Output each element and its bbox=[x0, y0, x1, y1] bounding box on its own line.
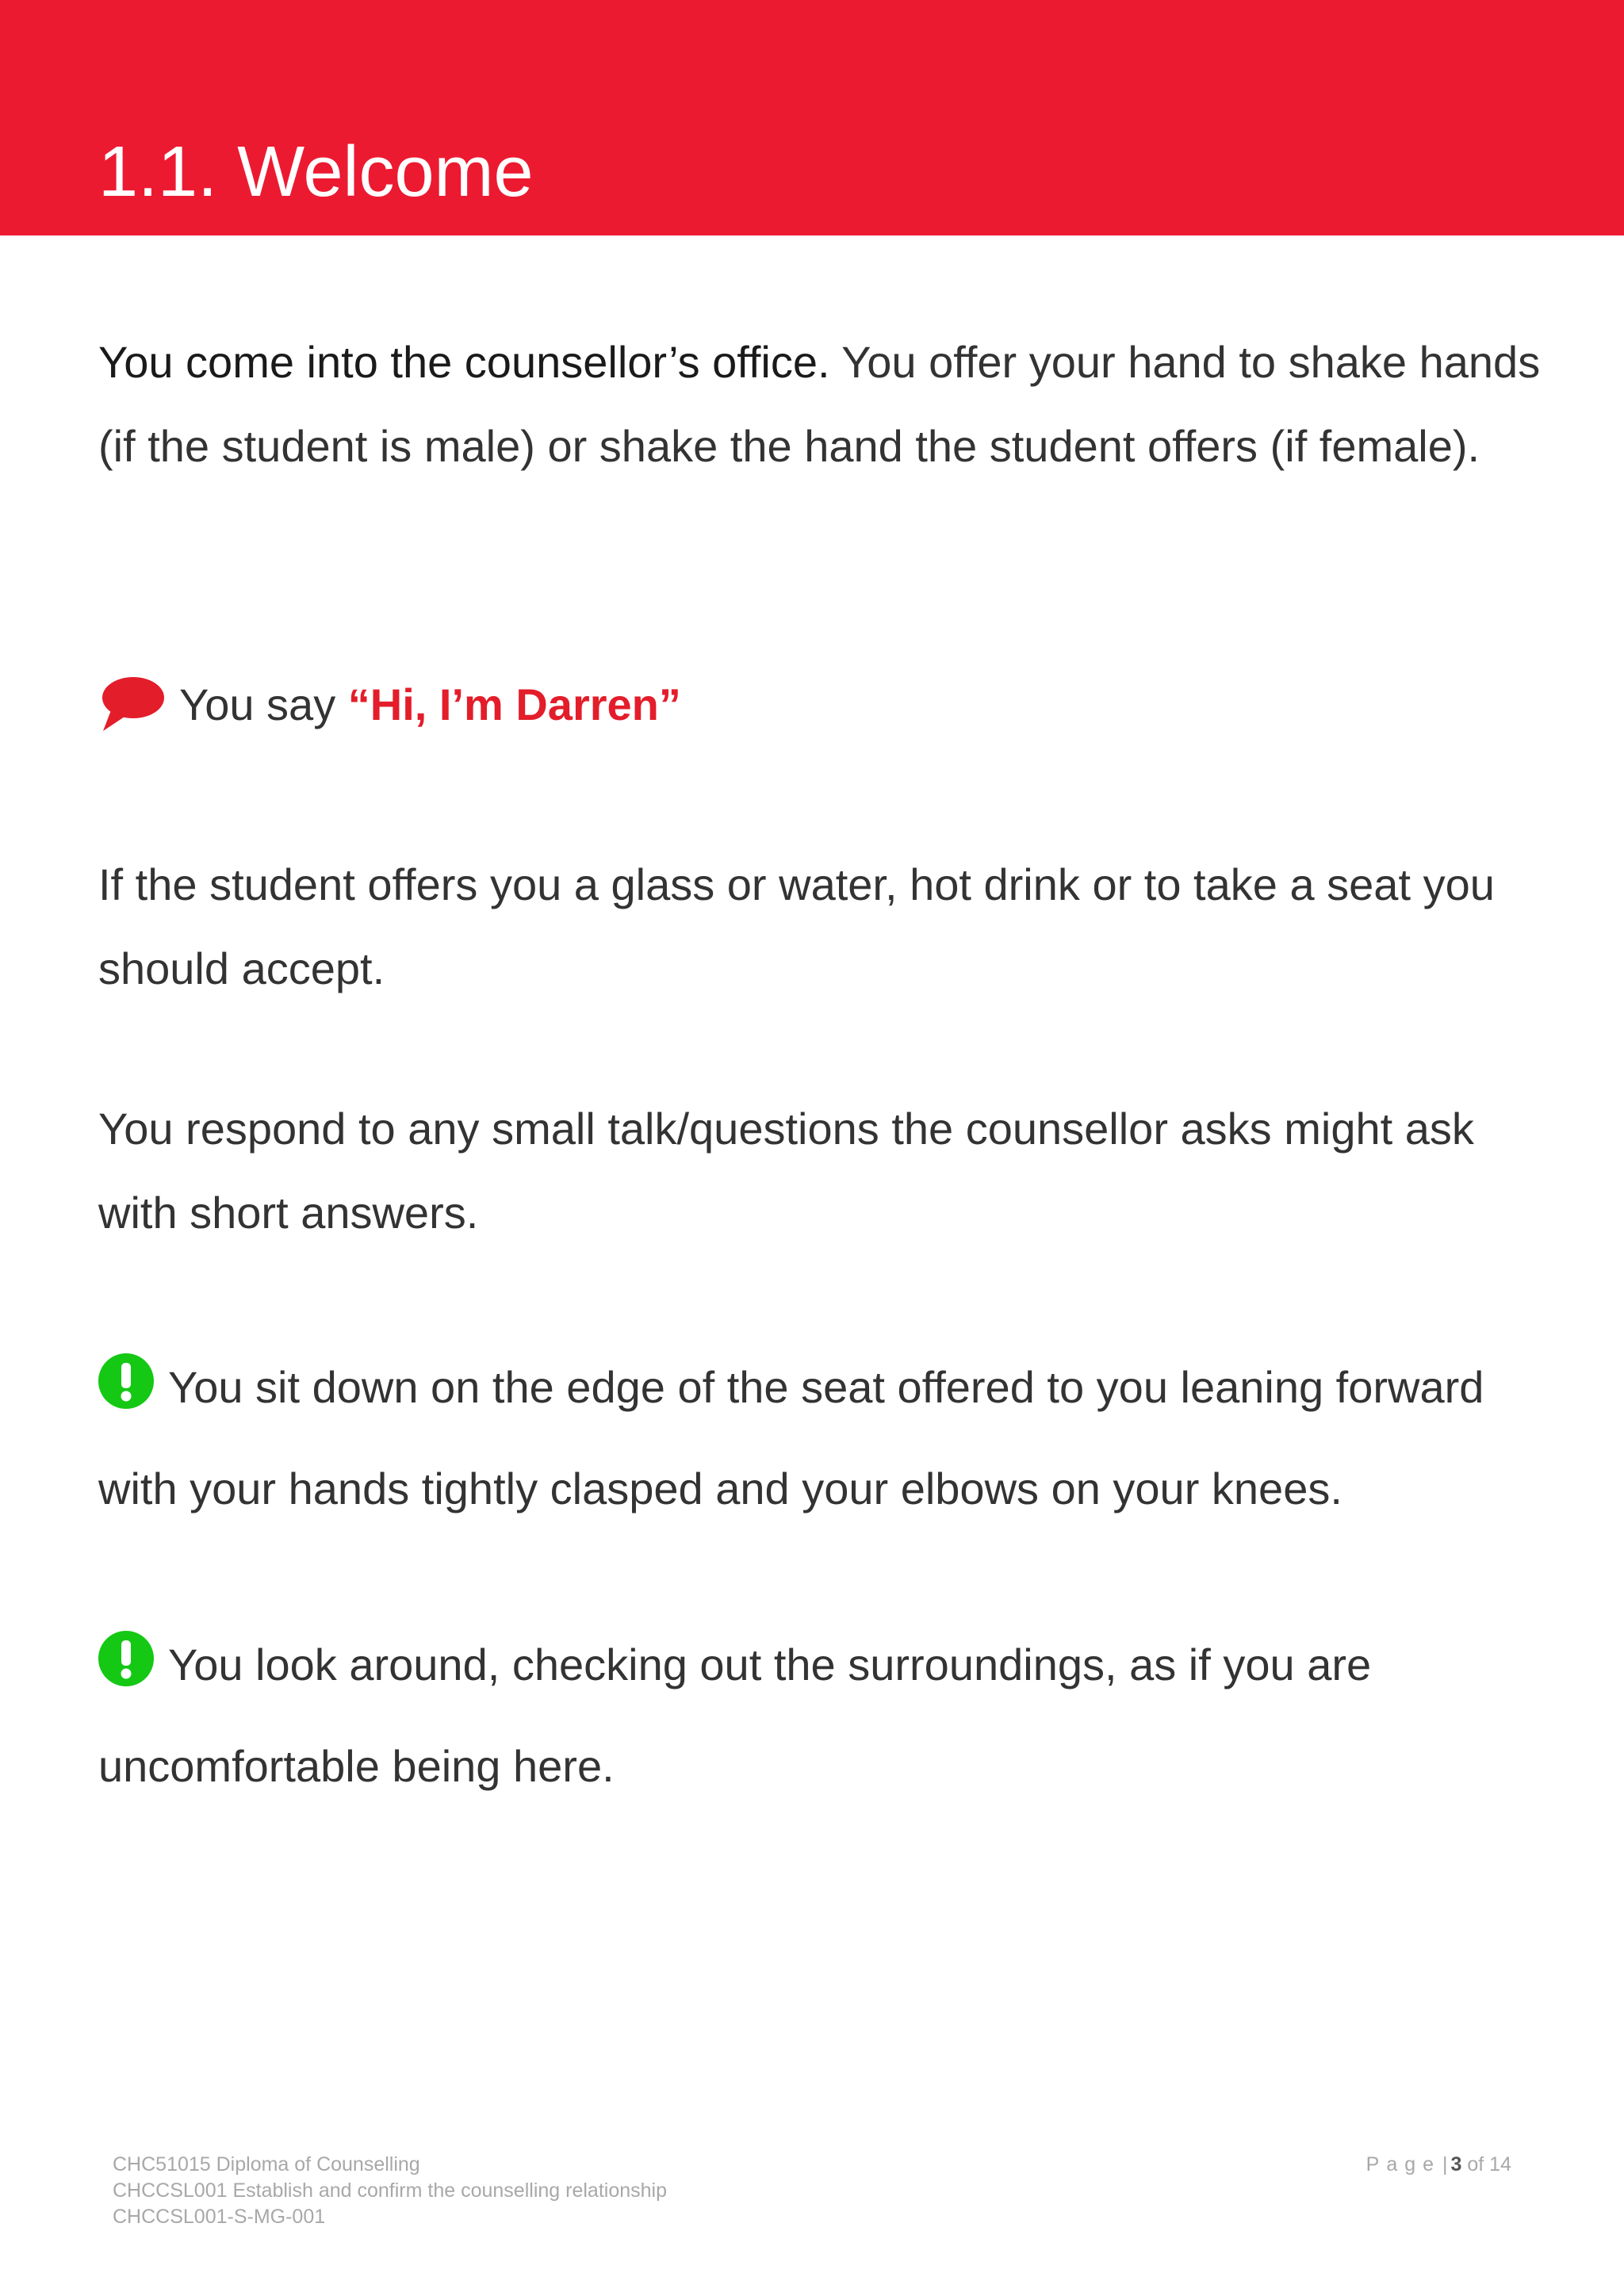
intro-rest-text: You offer your hand to shake hands (if the student is male) or shake the hand the student offers (if female). bbox=[98, 337, 1541, 471]
exclamation-circle-icon bbox=[98, 1353, 154, 1409]
say-quote: “Hi, I’m Darren” bbox=[347, 679, 681, 729]
say-line bbox=[98, 668, 681, 740]
footer-course-line: CHC51015 Diploma of Counselling bbox=[113, 2153, 420, 2175]
offer-paragraph: If the student offers you a glass or water, hot drink or to take a seat you should accept. bbox=[98, 859, 1495, 993]
footer-code-line: CHCCSL001-S-MG-001 bbox=[113, 2206, 326, 2228]
page-total: of 14 bbox=[1467, 2153, 1511, 2175]
page-number: 3 bbox=[1450, 2153, 1462, 2175]
say-prefix: You say bbox=[179, 679, 348, 729]
look-around-text: You look around, checking out the surroundings, as if you are uncomfortable being here. bbox=[98, 1640, 1372, 1791]
exclamation-circle-icon bbox=[98, 1631, 154, 1686]
page-title: 1.1. Welcome bbox=[98, 132, 534, 212]
page-label: Page bbox=[1365, 2153, 1442, 2175]
intro-paragraph bbox=[98, 320, 1557, 488]
footer-course-info bbox=[113, 2152, 667, 2230]
page-separator: | bbox=[1442, 2153, 1448, 2175]
sit-down-text: You sit down on the edge of the seat offered to you leaning forward with your hands tightly clasped and your elbows on your knees. bbox=[98, 1362, 1484, 1513]
footer-unit-line: CHCCSL001 Establish and confirm the counselling relationship bbox=[113, 2179, 667, 2202]
header-band bbox=[0, 0, 1624, 235]
page-indicator bbox=[1366, 2152, 1511, 2178]
small-talk-paragraph: You respond to any small talk/questions the counsellor asks might ask with short answers. bbox=[98, 1104, 1474, 1238]
look-around-instruction bbox=[98, 1614, 1557, 1817]
speech-bubble-icon bbox=[98, 674, 165, 734]
sit-down-instruction bbox=[98, 1337, 1557, 1540]
intro-lead-sentence: You come into the counsellor’s office. bbox=[98, 337, 830, 387]
